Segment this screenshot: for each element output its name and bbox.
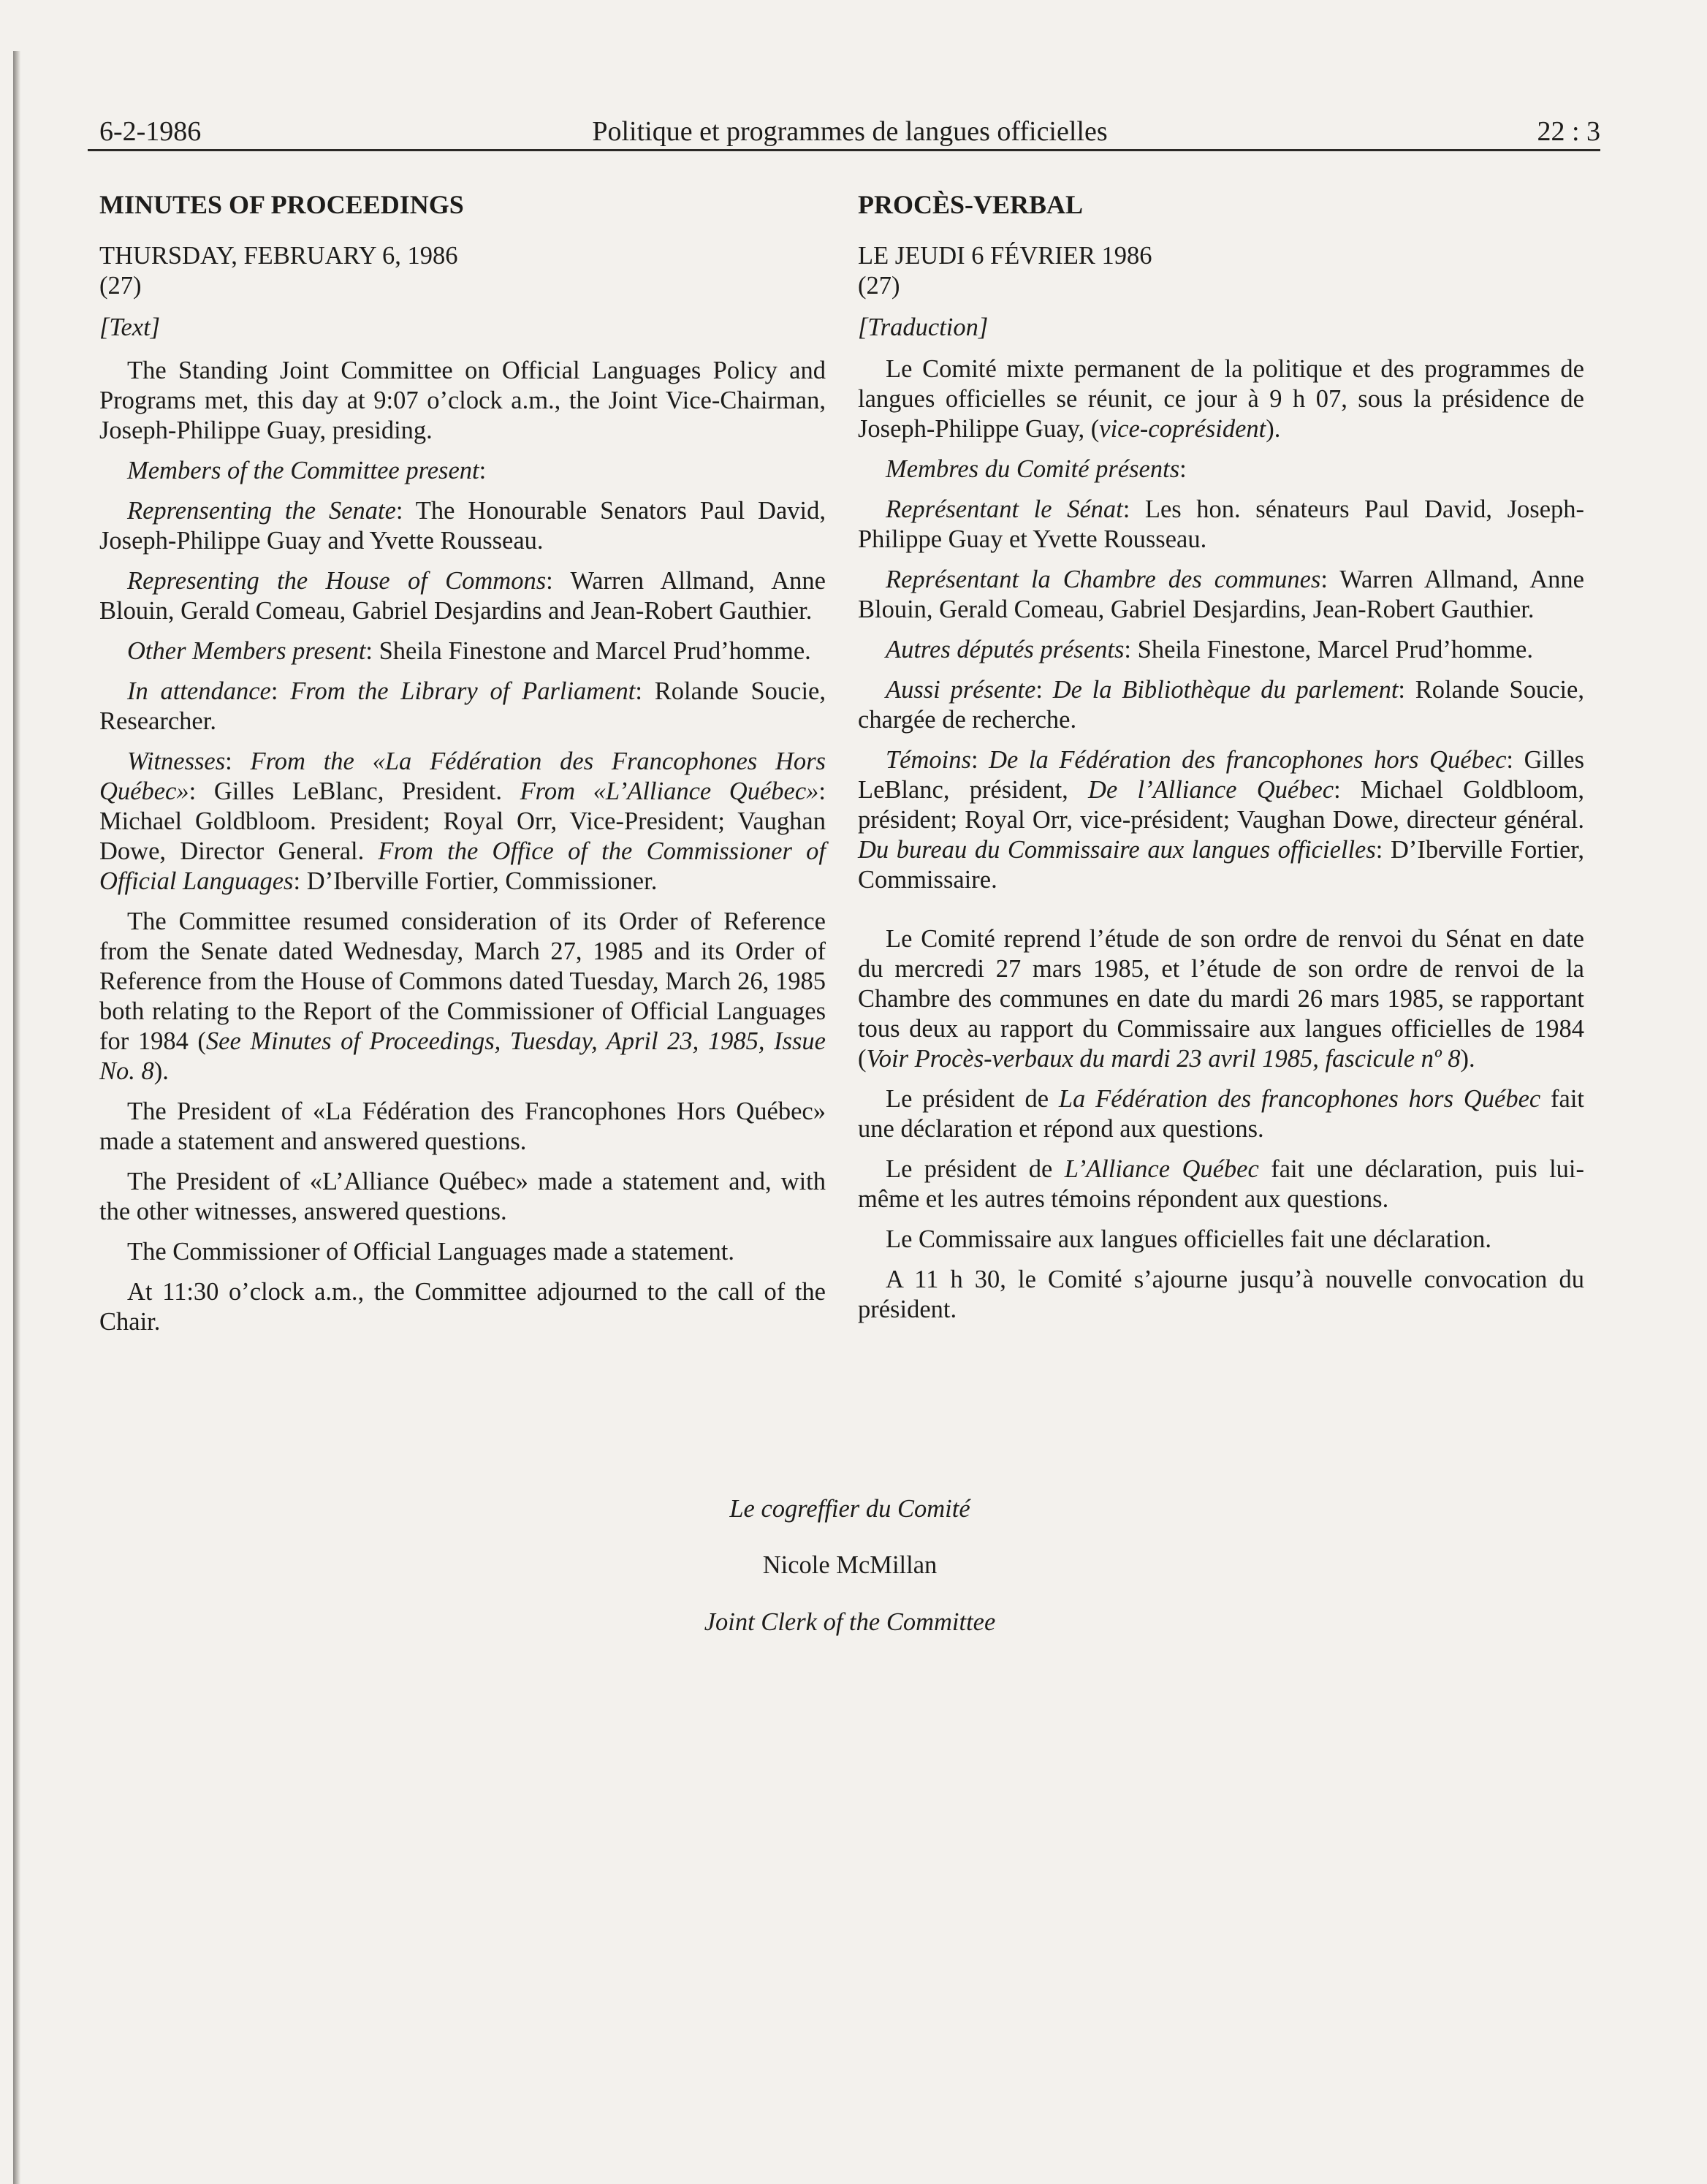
page-number: 22 : 3: [1537, 116, 1600, 147]
english-statement-commissioner: The Commissioner of Official Languages made a statement.: [127, 1238, 734, 1266]
english-members: Members of the Committee present:: [127, 457, 487, 484]
english-statement-federation: The President of «La Fédération des Francophones Hors Québec» made a statement and answered questions.: [99, 1097, 826, 1155]
clerk-title-english: Joint Clerk of the Committee: [704, 1608, 996, 1636]
french-commons: Représentant la Chambre des communes: Warren Allmand, Anne Blouin, Gerald Comeau, Gabriel Desjardins, Jean-Robert Gauthier.: [858, 566, 1584, 623]
english-commons: Representing the House of Commons: Warren Allmand, Anne Blouin, Gerald Comeau, Gabriel Desjardins and Jean-Robert Gauthier.: [99, 567, 826, 625]
french-witnesses: Témoins: De la Fédération des francophones hors Québec: Gilles LeBlanc, président, De l’Alliance Québec: Michael Goldbloom, président; Royal Orr, vice-président; Vaughan Dowe, directeur général. Du bureau du Commissaire aux langues officielles: D’Iberville Fortier, Commissaire.: [858, 746, 1585, 894]
english-column: [99, 183, 826, 1347]
french-heading: PROCÈS-VERBAL: [858, 190, 1084, 219]
header-title: Politique et programmes de langues officielles: [592, 116, 1108, 147]
french-other-members: Autres députés présents: Sheila Finestone, Marcel Prud’homme.: [886, 636, 1533, 663]
french-senate: Représentant le Sénat: Les hon. sénateurs Paul David, Joseph-Philippe Guay et Yvette Rousseau.: [858, 495, 1584, 553]
french-statement-commissioner: Le Commissaire aux langues officielles fait une déclaration.: [886, 1225, 1491, 1253]
french-statement-alliance: Le président de L’Alliance Québec fait une déclaration, puis lui-même et les autres témoins répondent aux questions.: [858, 1155, 1584, 1213]
english-date-line: THURSDAY, FEBRUARY 6, 1986: [99, 242, 458, 270]
clerk-title-french: Le cogreffier du Comité: [729, 1495, 970, 1523]
french-adjournment: A 11 h 30, le Comité s’ajourne jusqu’à nouvelle convocation du président.: [858, 1266, 1584, 1323]
english-senate: Reprensenting the Senate: The Honourable Senators Paul David, Joseph-Philippe Guay and Yvette Rousseau.: [99, 497, 826, 555]
french-order-of-reference: Le Comité reprend l’étude de son ordre de renvoi du Sénat en date du mercredi 27 mars 1985, et l’étude de son ordre de renvoi de la Chambre des communes en date du mardi 26 mars 1985, se rapportant tous deux au rapport du Commissaire aux langues officielles de 1984 (Voir Procès-verbaux du mardi 23 avril 1985, fascicule nº 8).: [858, 925, 1584, 1073]
english-attendance: In attendance: From the Library of Parliament: Rolande Soucie, Researcher.: [99, 677, 826, 735]
french-tag: [Traduction]: [858, 313, 989, 341]
english-statement-alliance: The President of «L’Alliance Québec» made a statement and, with the other witnesses, answered questions.: [99, 1168, 826, 1225]
page-binding-edge: [13, 51, 20, 2184]
english-witnesses: Witnesses: From the «La Fédération des Francophones Hors Québec»: Gilles LeBlanc, President. From «L’Alliance Québec»: Michael Goldbloom. President; Royal Orr, Vice-President; Vaughan Dowe, Director General. From the Office of the Commissioner of Official Languages: D’Iberville Fortier, Commissioner.: [99, 747, 826, 895]
french-column: [858, 183, 1584, 1335]
french-attendance: Aussi présente: De la Bibliothèque du parlement: Rolande Soucie, chargée de recherche.: [858, 676, 1584, 734]
header-date: 6-2-1986: [99, 116, 202, 147]
french-members: Membres du Comité présents:: [886, 455, 1187, 483]
english-adjournment: At 11:30 o’clock a.m., the Committee adjourned to the call of the Chair.: [99, 1278, 826, 1336]
english-opening: The Standing Joint Committee on Official Languages Policy and Programs met, this day at 9:07 o’clock a.m., the Joint Vice-Chairman, Joseph-Philippe Guay, presiding.: [99, 357, 826, 444]
english-number: (27): [99, 272, 142, 300]
clerk-name: Nicole McMillan: [762, 1551, 938, 1579]
header-rule: [88, 149, 1600, 151]
french-date-line: LE JEUDI 6 FÉVRIER 1986: [858, 242, 1152, 270]
french-number: (27): [858, 272, 900, 300]
english-heading: MINUTES OF PROCEEDINGS: [99, 190, 464, 219]
english-tag: [Text]: [99, 313, 161, 341]
english-order-of-reference: The Committee resumed consideration of its Order of Reference from the Senate dated Wednesday, March 27, 1985 and its Order of Reference from the House of Commons dated Tuesday, March 26, 1985 both relating to the Report of the Commissioner of Official Languages for 1984 (See Minutes of Proceedings, Tuesday, April 23, 1985, Issue No. 8).: [99, 908, 826, 1085]
english-other-members: Other Members present: Sheila Finestone and Marcel Prud’homme.: [127, 637, 811, 665]
running-header: [99, 113, 1600, 150]
french-statement-federation: Le président de La Fédération des francophones hors Québec fait une déclaration et répond aux questions.: [858, 1085, 1585, 1143]
french-opening: Le Comité mixte permanent de la politique et des programmes de langues officielles se réunit, ce jour à 9 h 07, sous la présidence de Joseph-Philippe Guay, (vice-coprésident).: [858, 355, 1584, 443]
